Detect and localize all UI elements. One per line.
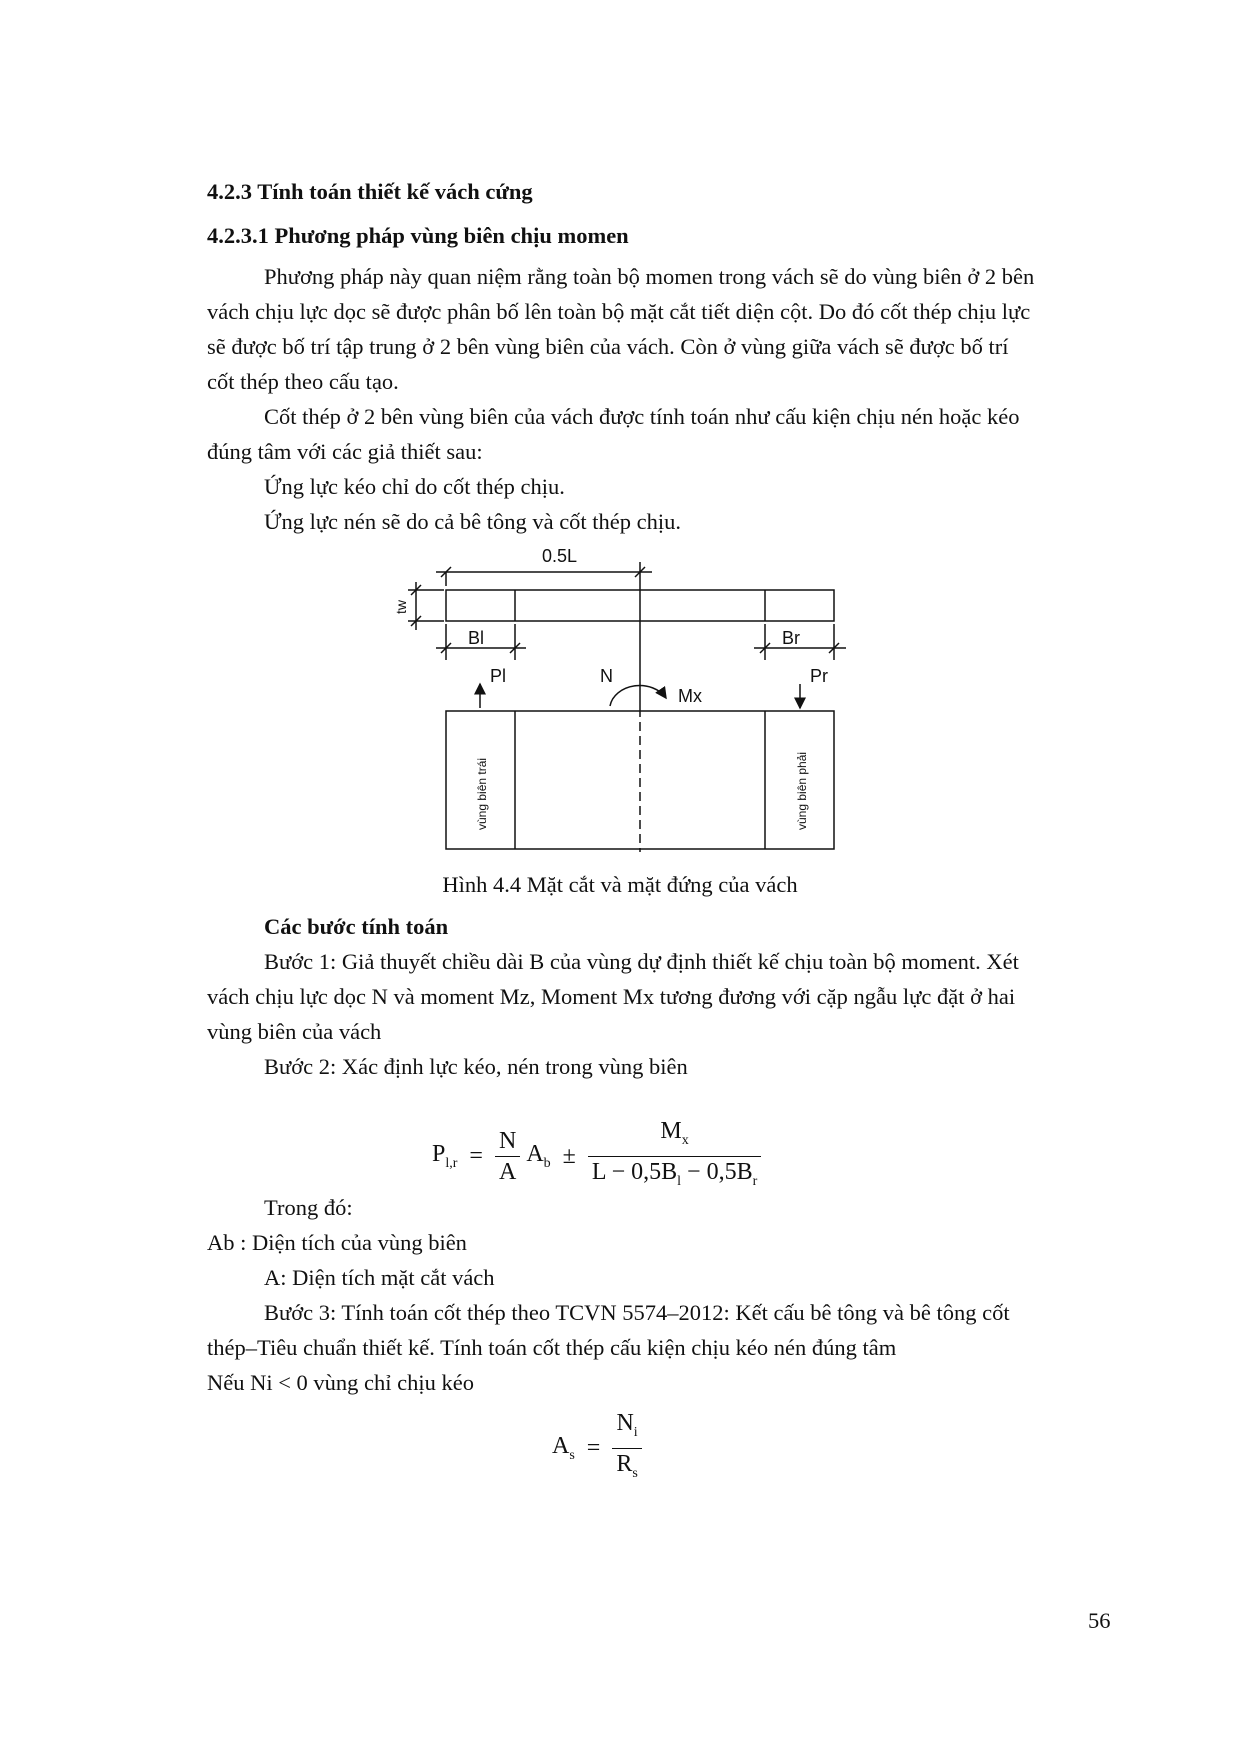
moment-mx-label: Mx	[678, 686, 702, 706]
paragraph-line: Cốt thép ở 2 bên vùng biên của vách được tính toán như cấu kiện chịu nén hoặc kéo	[264, 404, 1020, 429]
page-number: 56	[1088, 1608, 1111, 1633]
force-pl-label: Pl	[490, 666, 507, 686]
dim-half-length-label: 0.5L	[542, 548, 578, 566]
left-zone-label: vùng biên trái	[475, 757, 489, 830]
tension-condition: Nếu Ni < 0 vùng chỉ chịu kéo	[207, 1370, 475, 1395]
step3-line: thép–Tiêu chuẩn thiết kế. Tính toán cốt thép cấu kiện chịu kéo nén đúng tâm	[207, 1335, 897, 1360]
paragraph-line: sẽ được bố trí tập trung ở 2 bên vùng biên của vách. Còn ở vùng giữa vách sẽ được bố trí	[207, 334, 1009, 359]
paragraph-line: cốt thép theo cấu tạo.	[207, 369, 399, 394]
dim-bl-label: Bl	[468, 628, 485, 648]
dim-tw-label: tw	[393, 600, 409, 614]
paragraph-line: vách chịu lực dọc sẽ được phân bố lên toàn bộ mặt cắt tiết diện cột. Do đó cốt thép chịu lực	[207, 299, 1031, 324]
wall-section-figure	[360, 548, 860, 852]
assumption-2: Ứng lực nén sẽ do cả bê tông và cốt thép chịu.	[264, 509, 682, 534]
step3-line: Bước 3: Tính toán cốt thép theo TCVN 5574–2012: Kết cấu bê tông và bê tông cốt	[264, 1300, 1010, 1325]
dim-br-label: Br	[782, 628, 800, 648]
definition-ab: Ab : Diện tích của vùng biên	[207, 1230, 467, 1255]
figure-caption: Hình 4.4 Mặt cắt và mặt đứng của vách	[442, 872, 798, 897]
step1-line: Bước 1: Giả thuyết chiều dài B của vùng dự định thiết kế chịu toàn bộ moment. Xét	[264, 949, 1019, 974]
steps-heading: Các bước tính toán	[264, 914, 449, 939]
where-label: Trong đó:	[264, 1195, 353, 1220]
section-heading: 4.2.3 Tính toán thiết kế vách cứng	[207, 179, 533, 204]
paragraph-line: đúng tâm với các giả thiết sau:	[207, 439, 483, 464]
paragraph-line: Phương pháp này quan niệm rằng toàn bộ momen trong vách sẽ do vùng biên ở 2 bên	[264, 264, 1035, 289]
formula-boundary-force: $P_{l,r}$ = $\frac{N}{A}$ $A_b$ ± $\frac{M_x}{L - 0,5B_l - 0,5B_r}$	[432, 1116, 761, 1197]
force-pr-label: Pr	[810, 666, 828, 686]
step1-line: vách chịu lực dọc N và moment Mz, Moment Mx tương đương với cặp ngẫu lực đặt ở hai	[207, 984, 1016, 1009]
moment-mx-arrow	[610, 686, 666, 706]
subsection-heading: 4.2.3.1 Phương pháp vùng biên chịu momen	[207, 223, 629, 248]
step1-line: vùng biên của vách	[207, 1019, 382, 1044]
right-zone-label: vùng biên phải	[795, 751, 809, 830]
step2-text: Bước 2: Xác định lực kéo, nén trong vùng biên	[264, 1054, 688, 1079]
definition-a: A: Diện tích mặt cắt vách	[264, 1265, 495, 1290]
assumption-1: Ứng lực kéo chỉ do cốt thép chịu.	[264, 474, 565, 499]
force-n-label: N	[600, 666, 613, 686]
formula-steel-area: $A_s$ = $\frac{N_i}{R_s}$	[552, 1408, 642, 1489]
